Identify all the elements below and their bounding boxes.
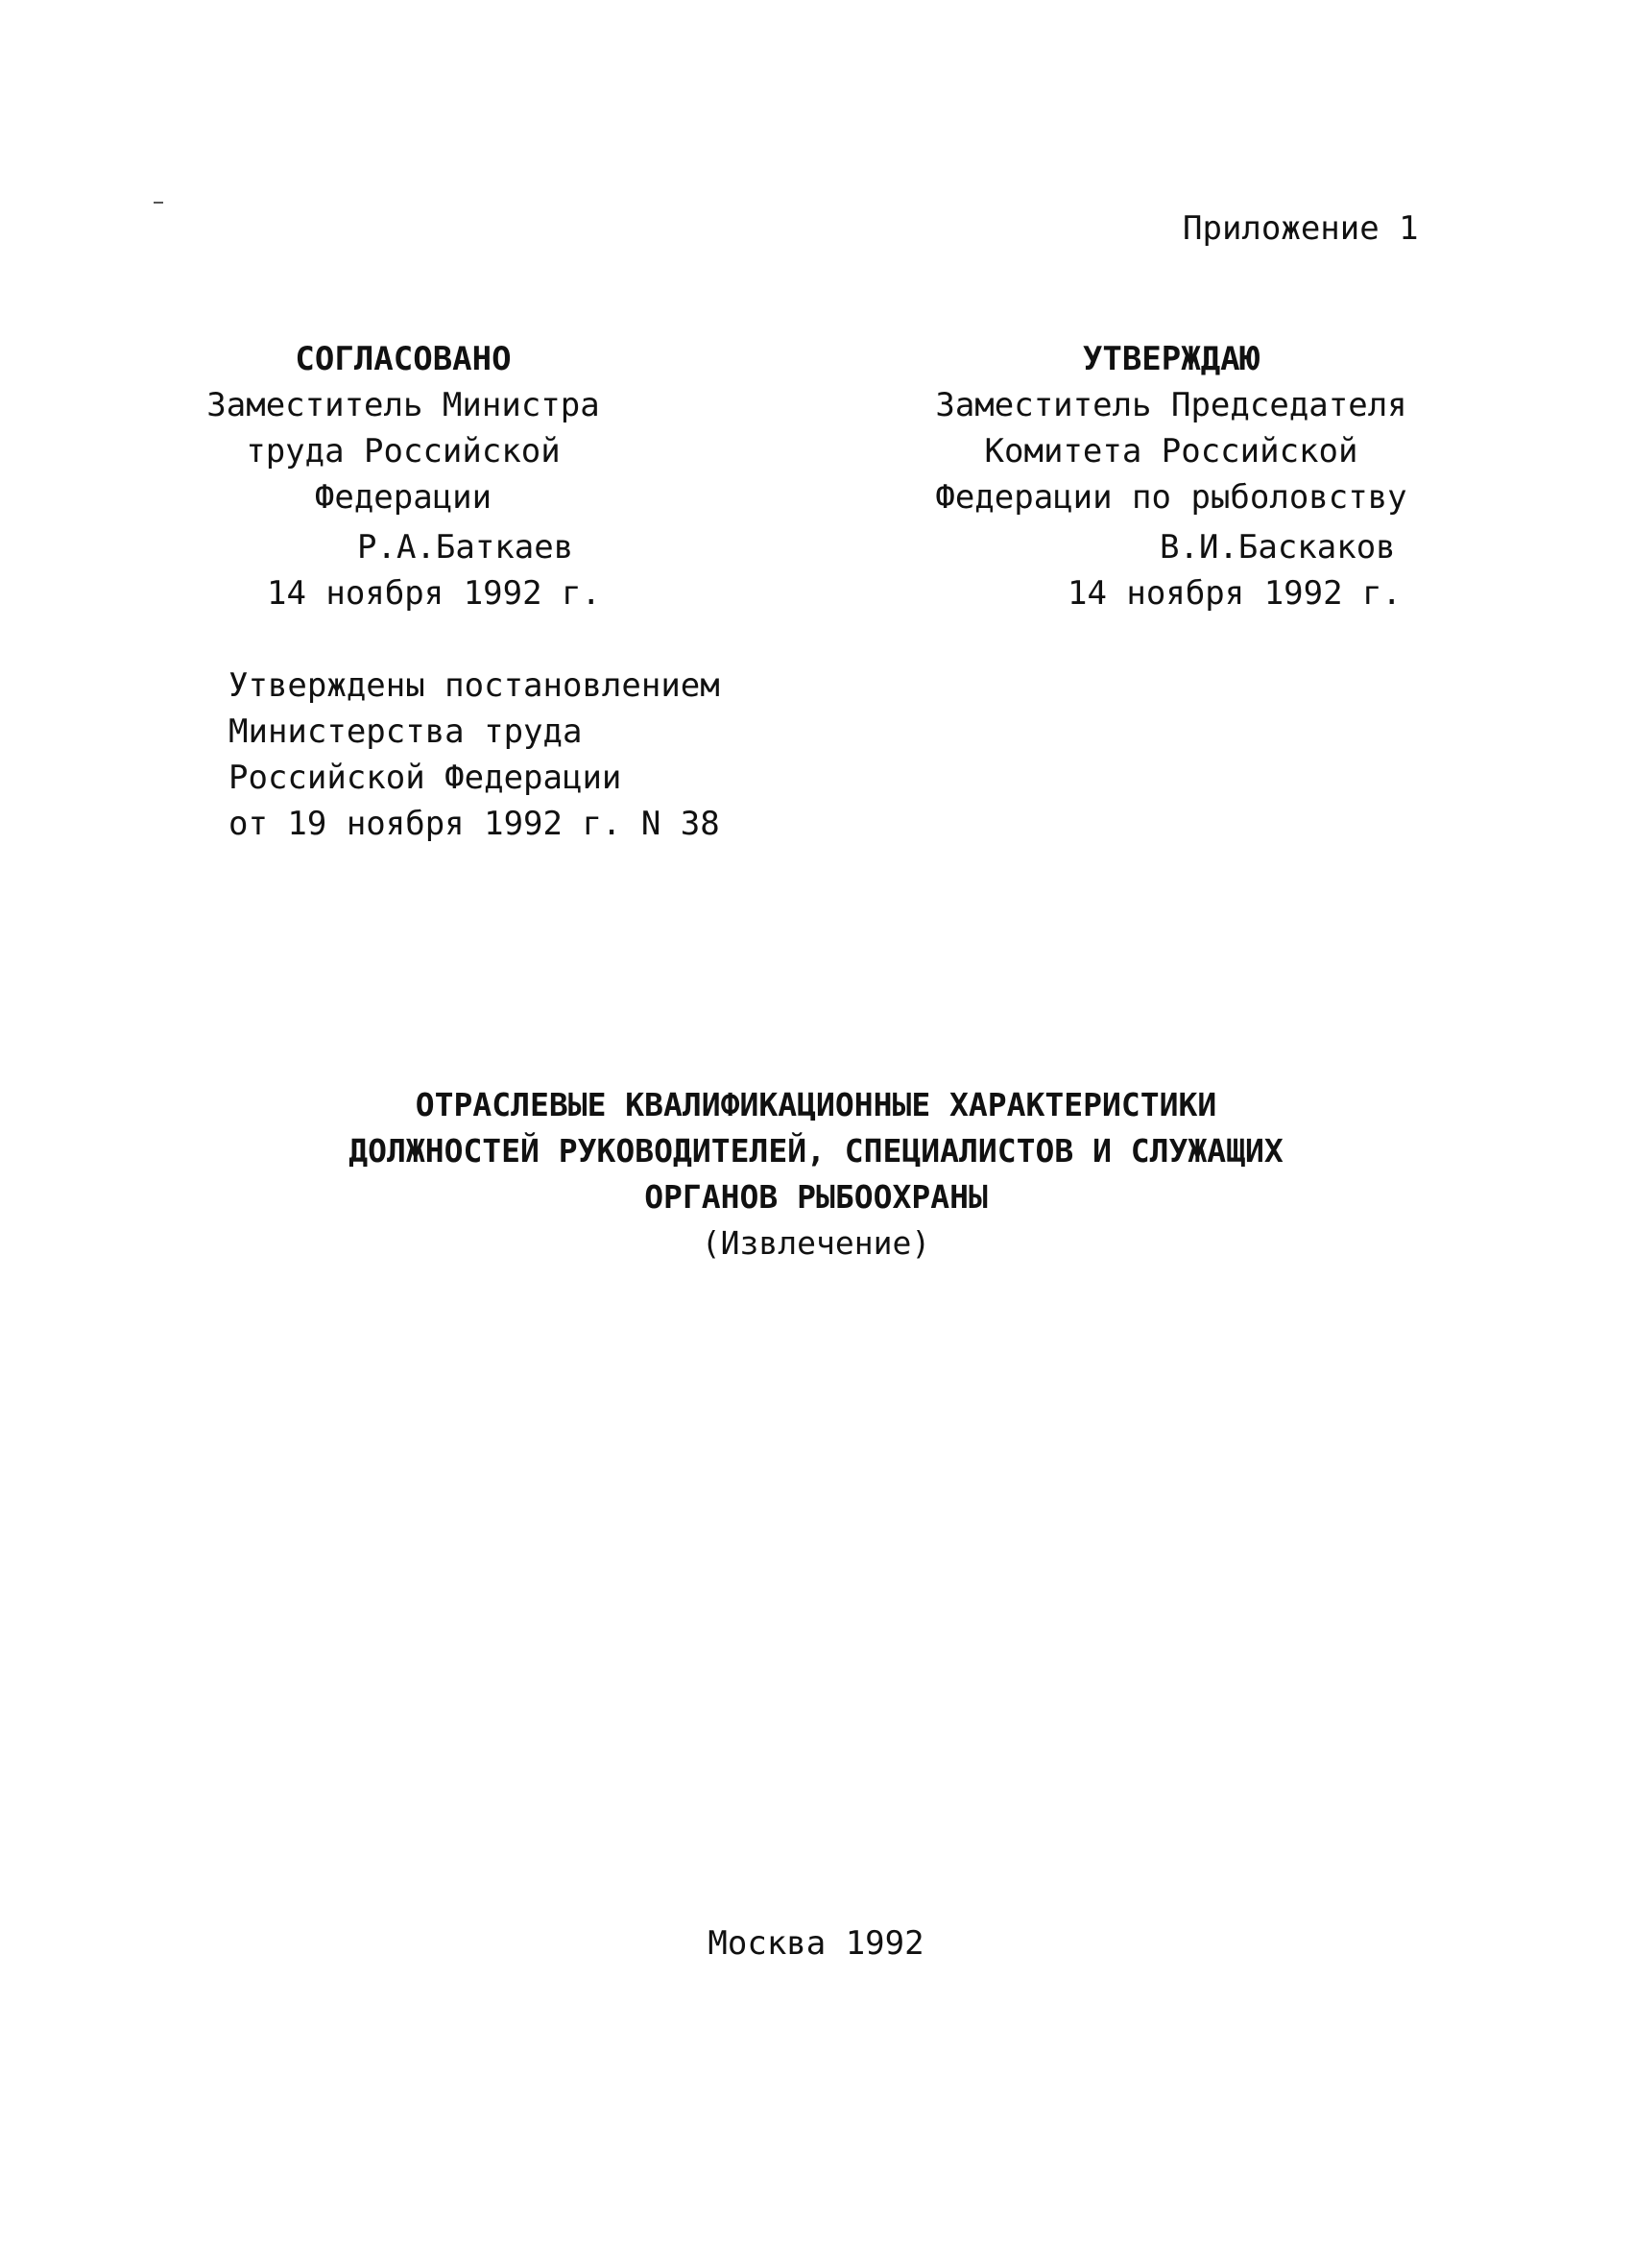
scan-speck	[154, 202, 163, 204]
title-line-3: ОРГАНОВ РЫБООХРАНЫ	[644, 1178, 988, 1216]
place-and-year: Москва 1992	[708, 1924, 924, 1963]
title-line-2: ДОЛЖНОСТЕЙ РУКОВОДИТЕЛЕЙ, СПЕЦИАЛИСТОВ И СЛУЖАЩИХ	[348, 1132, 1284, 1170]
approved-by-block	[228, 663, 720, 847]
agreed-line-3: Федерации	[314, 478, 492, 517]
approve-heading: УТВЕРЖДАЮ	[1082, 340, 1260, 378]
agreed-block	[182, 336, 624, 520]
approve-line-1: Заместитель Председателя	[935, 386, 1407, 424]
agreed-signatory: Р.А.Баткаев	[357, 528, 574, 567]
appendix-label: Приложение 1	[1183, 209, 1419, 248]
title-line-1: ОТРАСЛЕВЫЕ КВАЛИФИКАЦИОННЫЕ ХАРАКТЕРИСТИКИ	[415, 1086, 1217, 1123]
approved-by-line-4: от 19 ноября 1992 г. N 38	[228, 805, 720, 843]
document-title	[240, 1082, 1392, 1267]
approved-by-line-2: Министерства труда	[228, 712, 583, 751]
agreed-date: 14 ноября 1992 г.	[267, 574, 601, 613]
approve-block	[922, 336, 1421, 520]
title-subtitle: (Извлечение)	[701, 1224, 931, 1262]
agreed-line-1: Заместитель Министра	[206, 386, 600, 424]
approve-signatory: В.И.Баскаков	[1160, 528, 1396, 567]
approve-line-2: Комитета Российской	[984, 432, 1358, 470]
approved-by-line-1: Утверждены постановлением	[228, 666, 720, 705]
approved-by-line-3: Российской Федерации	[228, 759, 622, 797]
agreed-line-2: труда Российской	[246, 432, 561, 470]
approve-date: 14 ноября 1992 г.	[1068, 574, 1402, 613]
agreed-heading: СОГЛАСОВАНО	[295, 340, 512, 378]
approve-line-3: Федерации по рыболовству	[935, 478, 1407, 517]
